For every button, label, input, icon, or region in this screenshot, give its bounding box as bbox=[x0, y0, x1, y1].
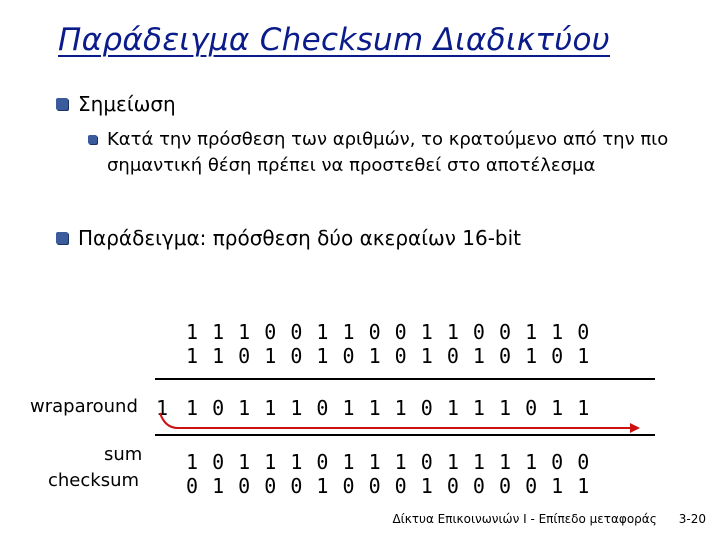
wraparound-carry: 1 bbox=[156, 396, 170, 420]
checksum-bits: 0 1 0 0 0 1 0 0 0 1 0 0 0 0 1 1 bbox=[186, 474, 591, 498]
footer-course: Δίκτυα Επικοινωνιών Ι - Επίπεδο μεταφοράς bbox=[392, 512, 657, 526]
wraparound-bits: 1 0 1 1 1 0 1 1 1 0 1 1 1 0 1 1 bbox=[186, 396, 591, 420]
sum-label: sum bbox=[104, 444, 143, 465]
sum-bits: 1 0 1 1 1 0 1 1 1 0 1 1 1 1 0 0 bbox=[186, 450, 591, 474]
divider-line bbox=[155, 434, 655, 436]
slide-title: Παράδειγμα Checksum Διαδικτύου bbox=[58, 22, 610, 58]
example-heading: Παράδειγμα: πρόσθεση δύο ακεραίων 16-bit bbox=[78, 226, 522, 250]
note-heading: Σημείωση bbox=[78, 92, 176, 116]
wraparound-label: wraparound bbox=[30, 396, 138, 417]
page-number: 3-20 bbox=[678, 512, 706, 526]
checksum-label: checksum bbox=[48, 470, 140, 491]
note-text: Κατά την πρόσθεση των αριθμών, το κρατούμενο από την πιο σημαντική θέση πρέπει να προστεθεί στο αποτέλεσμα bbox=[107, 129, 669, 176]
footer bbox=[392, 512, 706, 526]
operand-2: 1 1 0 1 0 1 0 1 0 1 0 1 0 1 0 1 bbox=[186, 344, 591, 368]
operand-1: 1 1 1 0 0 1 1 0 0 1 1 0 0 1 1 0 bbox=[186, 320, 591, 344]
